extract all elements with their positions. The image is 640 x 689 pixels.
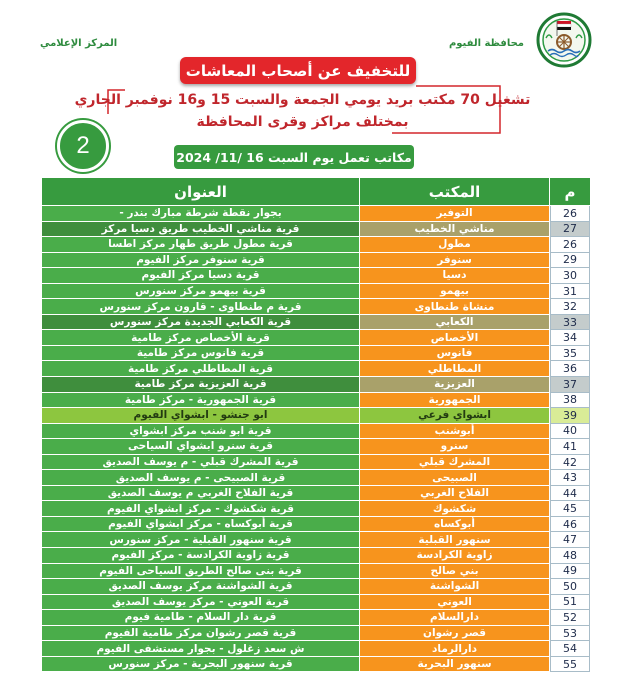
- office-name: المشرك قبلي: [360, 455, 549, 471]
- column-header-office: المكتب: [360, 178, 549, 206]
- table-row: [42, 532, 590, 548]
- row-number: 50: [550, 579, 590, 595]
- office-name: مطول: [360, 237, 549, 253]
- office-name: شكشوك: [360, 501, 549, 517]
- page-number-badge: 2: [57, 120, 109, 172]
- office-address: قرية سنرو ابشواي السياحى: [42, 439, 359, 455]
- office-address: بجوار نقطة شرطة مبارك بندر -: [42, 206, 359, 222]
- row-number: 26: [550, 237, 590, 253]
- office-address: قرية الأخصاص مركز طامية: [42, 330, 359, 346]
- office-name: الكعابي: [360, 315, 549, 331]
- table-row: [42, 439, 590, 455]
- row-number: 37: [550, 377, 590, 393]
- table-row: [42, 501, 590, 517]
- row-number: 52: [550, 610, 590, 626]
- office-name: ابشواي فرعي: [360, 408, 549, 424]
- table-row: [42, 393, 590, 409]
- office-address: قرية الشواشنة مركز يوسف الصديق: [42, 579, 359, 595]
- office-name: سنهور البحرية: [360, 657, 549, 673]
- governorate-name: محافظة الفيوم: [448, 38, 524, 49]
- office-name: سنهور القبلية: [360, 532, 549, 548]
- row-number: 53: [550, 626, 590, 642]
- row-number: 40: [550, 424, 590, 440]
- row-number: 32: [550, 299, 590, 315]
- row-number: 42: [550, 455, 590, 471]
- office-address: قرية سنهور البحرية - مركز سنورس: [42, 657, 359, 673]
- row-number: 55: [550, 657, 590, 673]
- office-name: الجمهورية: [360, 393, 549, 409]
- office-name: الأخصاص: [360, 330, 549, 346]
- row-number: 43: [550, 470, 590, 486]
- office-address: قرية الصبيحى - م يوسف الصديق: [42, 470, 359, 486]
- subtitle-line-2: بمختلف مراكز وقرى المحافظة: [196, 114, 409, 130]
- office-name: بيهمو: [360, 284, 549, 300]
- row-number: 38: [550, 393, 590, 409]
- table-row: [42, 222, 590, 238]
- row-number: 48: [550, 548, 590, 564]
- table-row: [42, 455, 590, 471]
- table-row: [42, 641, 590, 657]
- office-address: قرية سنوفر مركز الفيوم: [42, 253, 359, 269]
- office-address: ابو جنشو - ابشواي الفيوم: [42, 408, 359, 424]
- row-number: 46: [550, 517, 590, 533]
- office-address: قرية الجمهورية - مركز طامية: [42, 393, 359, 409]
- office-name: الشواشنة: [360, 579, 549, 595]
- date-pill: مكاتب تعمل يوم السبت 16 /11/ 2024: [174, 145, 414, 169]
- row-number: 44: [550, 486, 590, 502]
- row-number: 45: [550, 501, 590, 517]
- office-name: المطاطلي: [360, 361, 549, 377]
- office-name: التوفير: [360, 206, 549, 222]
- post-offices-table: [42, 178, 590, 672]
- table-row: [42, 424, 590, 440]
- office-name: العوني: [360, 595, 549, 611]
- table-row: [42, 517, 590, 533]
- office-address: قرية بنى صالح الطريق السياحى الفيوم: [42, 564, 359, 580]
- office-address: قرية دار السلام - طامية فيوم: [42, 610, 359, 626]
- office-address: قرية الكعابي الجديدة مركز سنورس: [42, 315, 359, 331]
- row-number: 30: [550, 268, 590, 284]
- office-address: قرية مطول طريق طهار مركز اطسا: [42, 237, 359, 253]
- table-row: [42, 268, 590, 284]
- row-number: 49: [550, 564, 590, 580]
- office-name: الفلاح الغربي: [360, 486, 549, 502]
- office-address: قرية المطاطلي مركز طامية: [42, 361, 359, 377]
- table-row: [42, 361, 590, 377]
- row-number: 35: [550, 346, 590, 362]
- office-address: قرية م طنطاوى - قارون مركز سنورس: [42, 299, 359, 315]
- column-header-number: م: [550, 178, 590, 206]
- table-header-row: [42, 178, 590, 206]
- office-address: قرية دسيا مركز الفيوم: [42, 268, 359, 284]
- office-name: سنوفر: [360, 253, 549, 269]
- office-address: قرية المشرك قبلي - م يوسف الصديق: [42, 455, 359, 471]
- office-name: زاوية الكرادسة: [360, 548, 549, 564]
- table-row: [42, 548, 590, 564]
- table-row: [42, 299, 590, 315]
- table-row: [42, 284, 590, 300]
- column-header-address: العنوان: [42, 178, 359, 206]
- row-number: 54: [550, 641, 590, 657]
- office-address: قرية العزيزية مركز طامية: [42, 377, 359, 393]
- office-name: أبوكساه: [360, 517, 549, 533]
- office-address: قرية ابو شنب مركز ابشواي: [42, 424, 359, 440]
- table-row: [42, 253, 590, 269]
- office-name: قصر رشوان: [360, 626, 549, 642]
- office-name: دارالسلام: [360, 610, 549, 626]
- office-name: مناشي الخطيب: [360, 222, 549, 238]
- row-number: 31: [550, 284, 590, 300]
- table-row: [42, 330, 590, 346]
- office-name: الصبيحى: [360, 470, 549, 486]
- office-address: قرية الفلاح الغربي م يوسف الصديق: [42, 486, 359, 502]
- row-number: 26: [550, 206, 590, 222]
- row-number: 39: [550, 408, 590, 424]
- office-name: العزيزية: [360, 377, 549, 393]
- office-name: دارالرماد: [360, 641, 549, 657]
- office-address: قرية فانوس مركز طامية: [42, 346, 359, 362]
- table-row: [42, 315, 590, 331]
- title-banner: للتخفيف عن أصحاب المعاشات: [180, 57, 416, 84]
- office-name: دسيا: [360, 268, 549, 284]
- office-name: أبوشنب: [360, 424, 549, 440]
- row-number: 33: [550, 315, 590, 331]
- table-row: [42, 237, 590, 253]
- office-name: بني صالح: [360, 564, 549, 580]
- row-number: 29: [550, 253, 590, 269]
- office-name: منشاة طنطاوى: [360, 299, 549, 315]
- row-number: 47: [550, 532, 590, 548]
- subtitle-line-1: تشغيل 70 مكتب بريد يومي الجمعة والسبت 15 و16 نوفمبر الجاري: [74, 92, 531, 108]
- office-address: ش سعد زغلول - بجوار مستشفى الفيوم: [42, 641, 359, 657]
- table-row: [42, 579, 590, 595]
- office-address: قرية شكشوك - مركز ابشواي الفيوم: [42, 501, 359, 517]
- table-row: [42, 346, 590, 362]
- table-row: [42, 408, 590, 424]
- office-address: قرية زاوية الكرادسة - مركز الفيوم: [42, 548, 359, 564]
- office-address: قرية بيهمو مركز سنورس: [42, 284, 359, 300]
- table-row: [42, 377, 590, 393]
- media-center-label: المركز الإعلامي: [40, 38, 118, 49]
- row-number: 51: [550, 595, 590, 611]
- office-name: سنرو: [360, 439, 549, 455]
- row-number: 27: [550, 222, 590, 238]
- office-name: فانوس: [360, 346, 549, 362]
- table-row: [42, 564, 590, 580]
- row-number: 34: [550, 330, 590, 346]
- table-row: [42, 610, 590, 626]
- office-address: قرية أبوكساه - مركز ابشواي الفيوم: [42, 517, 359, 533]
- office-address: قرية مناشي الخطيب طريق دسيا مركز: [42, 222, 359, 238]
- office-address: قرية سنهور القبلية - مركز سنورس: [42, 532, 359, 548]
- row-number: 36: [550, 361, 590, 377]
- office-address: قرية العوني - مركز يوسف الصديق: [42, 595, 359, 611]
- office-address: قرية قصر رشوان مركز طامية الفيوم: [42, 626, 359, 642]
- row-number: 41: [550, 439, 590, 455]
- table-row: [42, 595, 590, 611]
- table-row: [42, 470, 590, 486]
- table-row: [42, 486, 590, 502]
- table-row: [42, 206, 590, 222]
- table-row: [42, 626, 590, 642]
- table-row: [42, 657, 590, 673]
- governorate-logo: [536, 12, 592, 68]
